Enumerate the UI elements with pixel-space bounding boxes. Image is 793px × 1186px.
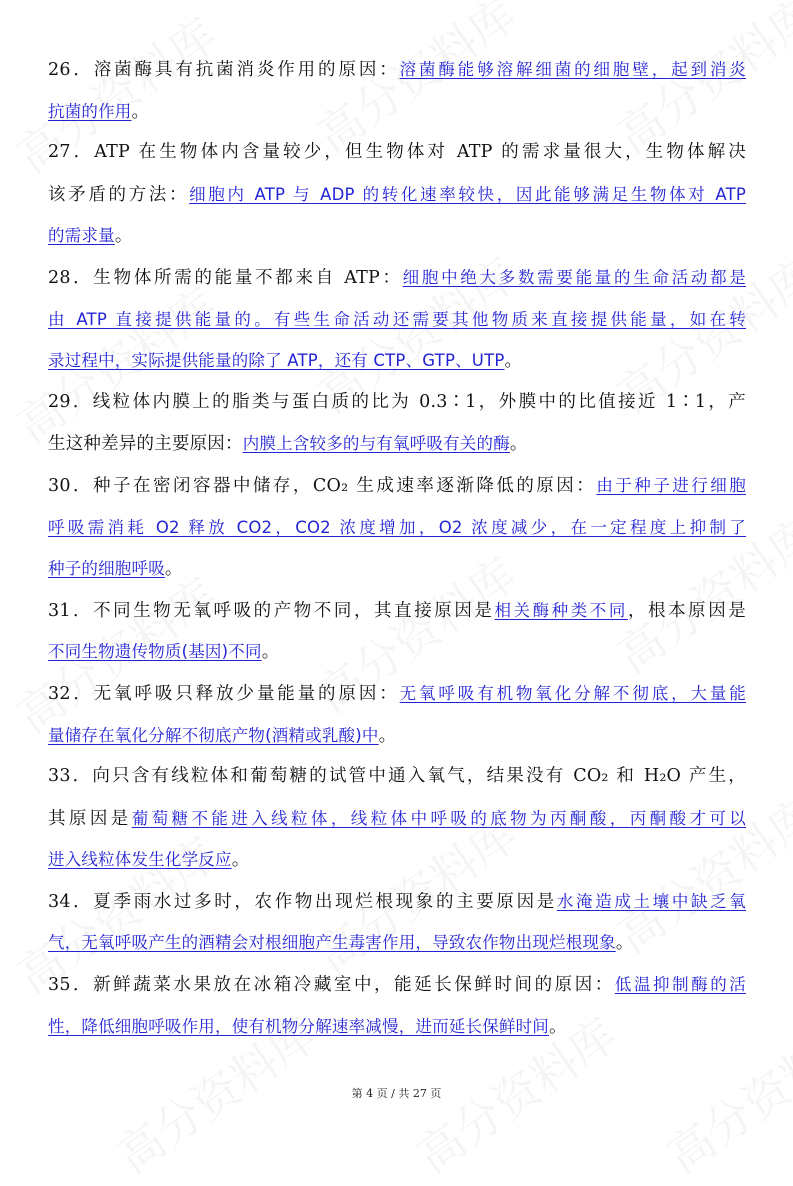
answer-text: 无氧呼吸有机物氧化分解不彻底，大量能 (399, 683, 746, 703)
question-item (48, 49, 746, 132)
question-item (48, 881, 746, 964)
question-text: 。 (231, 850, 250, 871)
text-line (48, 423, 746, 465)
text-line (48, 257, 746, 299)
question-text: 其原因是 (48, 808, 132, 829)
question-item (48, 465, 746, 590)
question-text: 。 (378, 725, 397, 746)
text-line (48, 798, 746, 840)
question-text: 28．生物体所需的能量不都来自 ATP： (48, 267, 403, 288)
answer-text: 呼吸需消耗 O2 释放 CO2，CO2 浓度增加，O2 浓度减少，在一定程度上抑制了 (48, 517, 746, 537)
text-line (48, 839, 746, 881)
answer-text: 相关酶种类不同 (494, 600, 628, 620)
answer-text: 细胞中绝大多数需要能量的生命活动都是 (402, 267, 746, 287)
answer-text: 葡萄糖不能进入线粒体，线粒体中呼吸的底物为丙酮酸，丙酮酸才可以 (131, 808, 746, 828)
answer-text: 气，无氧呼吸产生的酒精会对根细胞产生毒害作用，导致农作物出现烂根现象 (48, 933, 616, 953)
document-body (48, 49, 746, 1047)
question-text: 。 (164, 559, 183, 580)
text-line (48, 631, 746, 673)
answer-text: 抗菌的作用 (48, 101, 132, 121)
answer-text: 录过程中，实际提供能量的除了 ATP，还有 CTP、GTP、UTP (48, 351, 505, 371)
answer-text: 细胞内 ATP 与 ADP 的转化速率较快，因此能够满足生物体对 ATP (189, 184, 746, 204)
question-item (48, 132, 746, 257)
text-line (48, 881, 746, 923)
question-text: 34．夏季雨水过多时，农作物出现烂根现象的主要原因是 (48, 891, 557, 912)
question-text: 29．线粒体内膜上的脂类与蛋白质的比为 0.3∶1，外膜中的比值接近 1∶1，产 (48, 391, 746, 412)
question-text: 。 (504, 351, 523, 372)
text-line (48, 1006, 746, 1048)
text-line (48, 964, 746, 1006)
question-text: 33．向只含有线粒体和葡萄糖的试管中通入氧气，结果没有 CO₂ 和 H₂O 产生， (48, 766, 746, 787)
question-text: 35．新鲜蔬菜水果放在冰箱冷藏室中，能延长保鲜时间的原因： (48, 975, 615, 996)
question-text: 。 (131, 101, 150, 122)
text-line (48, 673, 746, 715)
text-line (48, 382, 746, 424)
question-text: 32．无氧呼吸只释放少量能量的原因： (48, 683, 400, 704)
question-item (48, 382, 746, 465)
text-line (48, 174, 746, 216)
answer-text: 内膜上含较多的与有氧呼吸有关的酶 (242, 434, 510, 454)
answer-text: 的需求量 (48, 226, 115, 246)
question-text: 31．不同生物无氧呼吸的产物不同，其直接原因是 (48, 600, 495, 621)
answer-text: 水淹造成土壤中缺乏氧 (556, 891, 747, 911)
answer-text: 低温抑制酶的活 (614, 975, 746, 995)
answer-text: 由 ATP 直接提供能量的。有些生命活动还需要其他物质来直接提供能量，如在转 (48, 309, 746, 329)
answer-text: 量储存在氧化分解不彻底产物(酒精或乳酸)中 (48, 725, 379, 745)
answer-text: 性，降低细胞呼吸作用，使有机物分解速率减慢，进而延长保鲜时间 (48, 1016, 549, 1036)
question-item (48, 964, 746, 1047)
text-line (48, 132, 746, 174)
question-item (48, 673, 746, 756)
answer-text: 由于种子进行细胞 (596, 475, 746, 495)
question-text: 。 (615, 933, 634, 954)
question-text: 26．溶菌酶具有抗菌消炎作用的原因： (48, 60, 400, 80)
text-line (48, 715, 746, 757)
question-text: 。 (509, 434, 528, 455)
question-text: 。 (114, 226, 133, 247)
text-line (48, 548, 746, 590)
text-line (48, 465, 746, 507)
question-text: 。 (261, 642, 280, 663)
question-text: 30．种子在密闭容器中储存，CO₂ 生成速率逐渐降低的原因： (48, 475, 597, 496)
text-line (48, 922, 746, 964)
text-line (48, 507, 746, 549)
text-line (48, 299, 746, 341)
text-line (48, 215, 746, 257)
text-line (48, 756, 746, 798)
question-text: 。 (549, 1016, 567, 1037)
question-text: 生这种差异的主要原因： (48, 434, 243, 455)
question-item (48, 257, 746, 382)
text-line (48, 340, 746, 382)
answer-text: 种子的细胞呼吸 (48, 559, 165, 579)
answer-text: 不同生物遗传物质(基因)不同 (48, 642, 262, 662)
question-text: 该矛盾的方法： (48, 184, 190, 205)
answer-text: 溶菌酶能够溶解细菌的细胞壁，起到消炎 (399, 60, 746, 79)
page-footer: 第 4 页 / 共 27 页 (351, 1087, 442, 1100)
question-text: 27．ATP 在生物体内含量较少，但生物体对 ATP 的需求量很大，生物体解决 (48, 142, 746, 163)
question-text: ，根本原因是 (627, 600, 746, 621)
answer-text: 进入线粒体发生化学反应 (48, 850, 232, 870)
text-line (48, 590, 746, 632)
question-item (48, 756, 746, 881)
question-item (48, 590, 746, 673)
text-line (48, 49, 746, 91)
text-line (48, 91, 746, 133)
